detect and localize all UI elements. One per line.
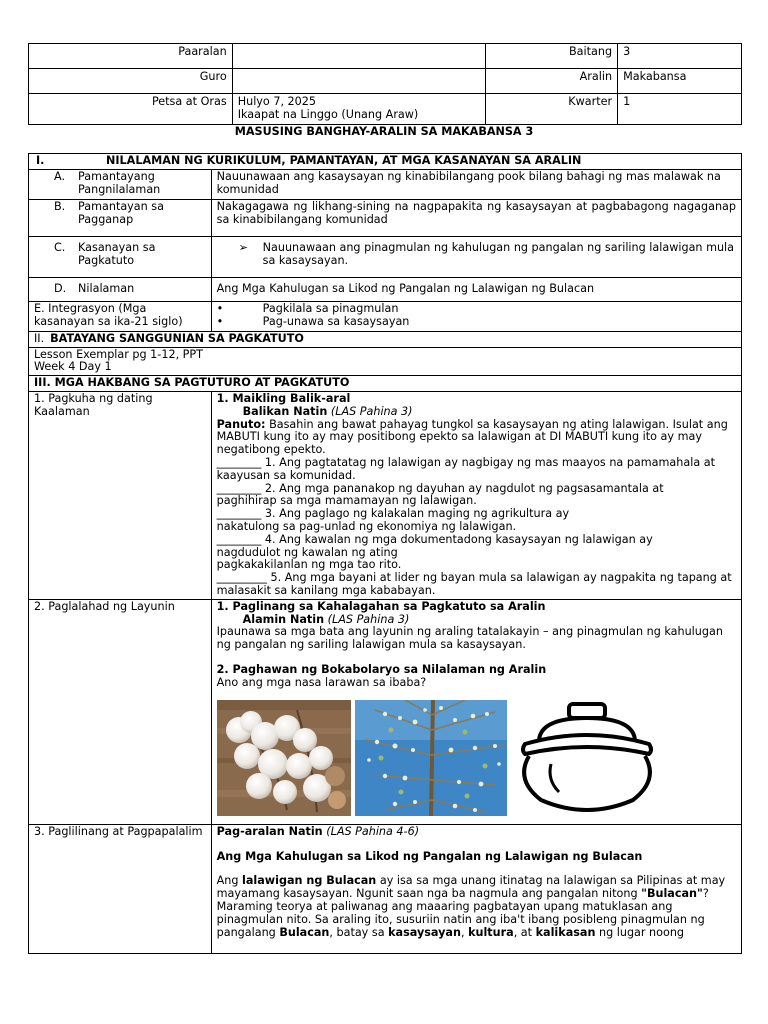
row-b-label: Pamantayan sa Pagganap — [78, 199, 164, 226]
text-span: Ang — [216, 874, 243, 888]
table-row — [29, 824, 742, 953]
section-heading-row — [29, 376, 742, 392]
exercise-item-2a: ________ 2. Ang mga pananakop ng dayuhan ay nagdulot ng pagsasamantala at — [216, 481, 664, 495]
text-span-bold: kasaysayan — [388, 925, 461, 939]
row3-paragraph-1 — [217, 875, 736, 901]
row-c-label: Kasanayan sa Pagkatuto — [78, 240, 156, 267]
text-span: , — [460, 925, 469, 939]
exercise-item-4a: ________ 4. Ang kawalan ng mga dokumentadong kasaysayan ng lalawigan ay — [216, 532, 653, 546]
row-d-text: Ang Mga Kahulugan sa Likod ng Pangalan ng Lalawigan ng Bulacan — [211, 277, 741, 301]
exercise-item-5: _________ 5. Ang mga bayani at lider ng bayan mula sa lalawigan ay nagpakita ng tapang at malasakit sa kanilang mga kababayan. — [216, 571, 732, 597]
panuto-text: Basahin ang bawat pahayag tungkol sa kasaysayan ng ating lalawigan. Isulat ang MABUTI kung ito ay may positibong epekto sa lalawigan at DI MABUTI kung ito ay may negatibong epekto. — [216, 417, 728, 457]
text-span-bold: Bulacan — [279, 925, 330, 939]
row2-text2: Ano ang mga nasa larawan sa ibaba? — [216, 675, 427, 689]
table-row — [29, 199, 742, 236]
header-row — [29, 44, 742, 69]
row-c-letter: C. — [54, 240, 66, 254]
references-cell — [29, 347, 742, 376]
list-item-text: Pagkilala sa pinagmulan — [262, 301, 399, 315]
text-span: , at — [513, 925, 536, 939]
exercise-item-4c: pagkakakilanlan ng mga tao rito. — [216, 558, 402, 572]
text-span: ng lugar noong — [595, 925, 685, 939]
petsa-label: Petsa at Oras — [29, 94, 233, 125]
guro-label: Guro — [29, 69, 233, 94]
section-2-heading — [29, 331, 742, 347]
table-row — [29, 347, 742, 376]
paaralan-label: Paaralan — [29, 44, 233, 69]
petsa-week: Ikaapat na Linggo (Unang Araw) — [237, 107, 419, 121]
cotton-image — [217, 700, 351, 816]
text-span-bold: "Bulacan" — [641, 887, 703, 901]
reference-line: Week 4 Day 1 — [34, 360, 112, 374]
panuto-paragraph — [217, 419, 736, 457]
panuto-label: Panuto: — [216, 417, 266, 431]
paaralan-value — [232, 44, 486, 69]
exercise-item-3a: ________ 3. Ang paglago ng kalakalan maging ng agrikultura ay — [216, 507, 570, 521]
row3-label: 3. Paglilinang at Pagpapalalim — [29, 824, 212, 953]
row3-paragraph-2 — [217, 901, 736, 939]
header-row — [29, 69, 742, 94]
row2-subheading: Alamin Natin — [242, 612, 325, 626]
kwarter-value: 1 — [618, 94, 742, 125]
row3-heading-ref: (LAS Pahina 4-6) — [326, 824, 420, 838]
row3-heading: Pag-aralan Natin — [216, 824, 323, 838]
text-span-bold: kultura — [468, 925, 514, 939]
row1-label: 1. Pagkuha ng dating Kaalaman — [29, 391, 212, 599]
table-row — [29, 277, 742, 301]
table-row — [29, 391, 742, 599]
arrow-bullet-icon: ➢ — [238, 240, 248, 254]
reference-line: Lesson Exemplar pg 1-12, PPT — [34, 347, 204, 361]
row1-content — [211, 391, 741, 599]
list-item-text: Pag-unawa sa kasaysayan — [262, 314, 410, 328]
row-a-label-cell — [29, 169, 212, 199]
row1-heading: 1. Maikling Balik-aral — [216, 391, 351, 405]
row-b-label-cell — [29, 199, 212, 236]
table-row — [29, 169, 742, 199]
exercise-item-3b: nakatulong sa pag-unlad ng ekonomiya ng lalawigan. — [216, 519, 517, 533]
kapok-tree-image — [355, 700, 507, 816]
row3-content — [211, 824, 741, 953]
text-span: ay isa sa mga unang itinatag na lalawigan sa Pilipinas at may mayamang kasaysayan. Ngunit saan nga ba nagmula ang pangalan nitong — [216, 874, 726, 901]
exercise-item-2b: paghihirap sa mga mamamayan ng lalawigan. — [216, 494, 477, 508]
text-span-bold: lalawigan ng Bulacan — [242, 874, 377, 888]
row2-heading2: 2. Paghawan ng Bokabolaryo sa Nilalaman ng Aralin — [216, 662, 547, 676]
row1-subheading: Balikan Natin — [242, 404, 328, 418]
exercise-item-1: ________ 1. Ang pagtatatag ng lalawigan ay nagbigay ng mas maayos na pamamahala at kaayusan sa komunidad. — [216, 455, 715, 482]
aralin-label: Aralin — [486, 69, 618, 94]
row-a-label: Pamantayang Pangnilalaman — [78, 169, 161, 196]
table-row — [29, 236, 742, 277]
aralin-value: Makabansa — [618, 69, 742, 94]
row-c-text: Nauunawaan ang pinagmulan ng kahulugan ng pangalan ng sariling lalawigan mula sa kasaysayan. — [262, 240, 735, 267]
row-d-label-cell — [29, 277, 212, 301]
row-d-letter: D. — [54, 281, 67, 295]
document-title: MASUSING BANGHAY-ARALIN SA MAKABANSA 3 — [234, 125, 534, 138]
guro-value — [232, 69, 486, 94]
row2-content — [211, 599, 741, 824]
text-span: , batay sa — [329, 925, 389, 939]
row-e-items — [211, 301, 741, 331]
baitang-label: Baitang — [486, 44, 618, 69]
section-2-title: BATAYANG SANGGUNIAN SA PAGKATUTO — [50, 331, 304, 345]
clay-pot-image — [511, 700, 659, 816]
vocabulary-images — [217, 700, 736, 816]
section-heading-row — [29, 331, 742, 347]
row3-heading-line — [217, 826, 736, 839]
text-span: ? — [702, 887, 709, 901]
row1-subheading-ref: (LAS Pahina 3) — [330, 404, 413, 418]
row-c-text-cell — [211, 236, 741, 277]
bullet-icon: • — [216, 301, 224, 315]
list-item — [217, 316, 736, 329]
row2-heading1: 1. Paglinang sa Kahalagahan sa Pagkatuto sa Aralin — [216, 599, 546, 613]
list-item — [217, 303, 736, 316]
table-row — [29, 599, 742, 824]
row2-label: 2. Paglalahad ng Layunin — [29, 599, 212, 824]
section-1-heading — [29, 154, 742, 170]
section-heading-row — [29, 154, 742, 170]
table-row — [29, 301, 742, 331]
section-1-title: NILALAMAN NG KURIKULUM, PAMANTAYAN, AT MGA KASANAYAN SA ARALIN — [106, 154, 582, 167]
row-a-letter: A. — [54, 169, 66, 183]
section-1-number: I. — [36, 154, 45, 167]
bullet-icon: • — [216, 314, 224, 328]
row3-title: Ang Mga Kahulugan sa Likod ng Pangalan ng Lalawigan ng Bulacan — [216, 849, 643, 863]
section-3-heading: III. MGA HAKBANG SA PAGTUTURO AT PAGKATUTO — [29, 376, 742, 392]
row-c-label-cell — [29, 236, 212, 277]
petsa-value — [232, 94, 486, 125]
header-row — [29, 94, 742, 125]
row-e-label: E. Integrasyon (Mga kasanayan sa ika-21 siglo) — [29, 301, 212, 331]
text-span: Maraming teorya at paliwanag ang maaaring pagbatayan upang matuklasan ang pinagmulan nito. Sa araling ito, susuriin natin ang iba't ibang posibleng pinagmulan ng pangalang — [216, 899, 705, 939]
row-b-letter: B. — [54, 199, 66, 213]
row-b-text: Nakagagawa ng likhang-sining na nagpapakita ng kasaysayan at pagbabagong nagaganap sa kinabibilangang komunidad — [211, 199, 741, 236]
row2-text1: Ipaunawa sa mga bata ang layunin ng araling tatalakayin – ang pinagmulan ng kahulugan ng pangalan ng sariling lalawigan mula sa kasaysayan. — [216, 625, 723, 652]
header-table — [28, 43, 742, 125]
section-2-number: II. — [34, 331, 45, 345]
lesson-table — [28, 153, 742, 954]
kwarter-label: Kwarter — [486, 94, 618, 125]
baitang-value: 3 — [618, 44, 742, 69]
row-d-label: Nilalaman — [78, 281, 135, 295]
row-a-text: Nauunawaan ang kasaysayan ng kinabibilangang pook bilang bahagi ng mas malawak na komunidad — [211, 169, 741, 199]
text-span-bold: kalikasan — [535, 925, 596, 939]
exercise-item-4b: nagdudulot ng kawalan ng ating — [216, 545, 398, 559]
row2-subheading-ref: (LAS Pahina 3) — [327, 612, 410, 626]
petsa-date: Hulyo 7, 2025 — [237, 95, 317, 108]
